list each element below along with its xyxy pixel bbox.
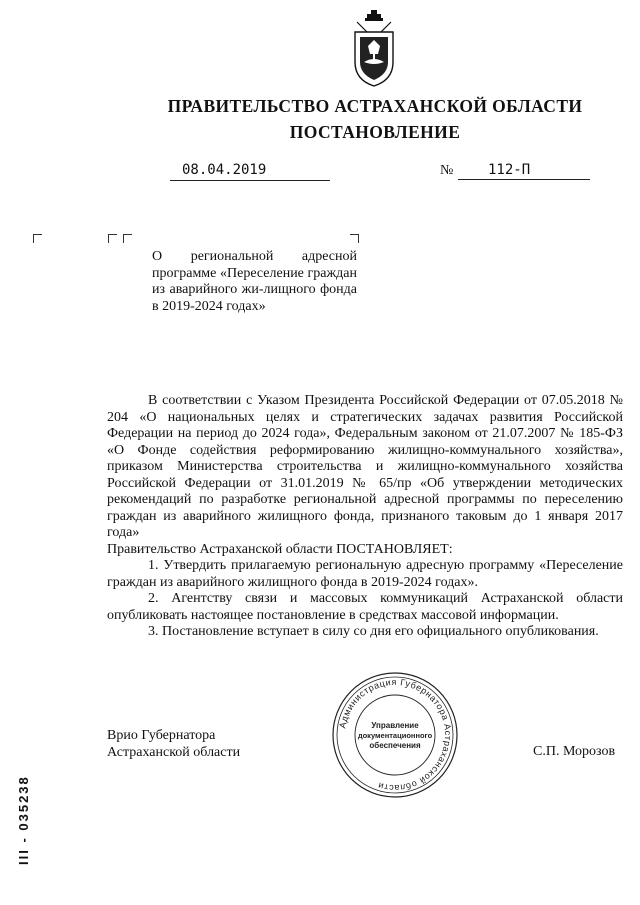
organization-title: ПРАВИТЕЛЬСТВО АСТРАХАНСКОЙ ОБЛАСТИ — [167, 96, 583, 116]
corner-mark — [108, 234, 117, 243]
official-stamp — [330, 670, 460, 800]
coat-of-arms-icon — [352, 10, 396, 88]
svg-text:Администрация Губернатора Астр: Администрация Губернатора Астраханской области — [337, 676, 454, 794]
document-type: ПОСТАНОВЛЕНИЕ — [289, 122, 461, 142]
signatory-position: Врио Губернатора Астраханской области — [107, 728, 241, 760]
number-sign: № — [440, 163, 454, 178]
corner-mark — [350, 234, 359, 243]
preamble-paragraph: В соответствии с Указом Президента Российской Федерации от 07.05.2018 № 204 «О национальных целях и стратегических задачах развития Российской Федерации на период до 2024 года», Федеральным законом от 21.07.2007 № 185-ФЗ «О Фонде содействия реформированию жилищно-коммунального хозяйства», приказом Министерства строительства и жилищно-коммунального хозяйства Российской Федерации от 31.01.2019 № 65/пр «Об утверждении методических рекомендаций по разработке региональной адресной программы по переселению граждан из аварийного жилищного фонда, признаного таковым до 1 января 2017 года» — [107, 393, 623, 540]
corner-mark — [123, 234, 132, 243]
signatory-name: С.П. Морозов — [533, 744, 616, 759]
item-paragraph: 2. Агентству связи и массовых коммуникаций Астраханской области опубликовать настоящее постановление в средствах массовой информации. — [107, 591, 623, 623]
item-paragraph: 1. Утвердить прилагаемую региональную адресную программу «Переселение граждан из аварийного жилищного фонда в 2019-2024 годах». — [107, 558, 623, 590]
document-date: 08.04.2019 — [170, 162, 330, 181]
document-subject: О региональной адресной программе «Переселение граждан из аварийного жи-лищного фонда в 2019-2024 годах» — [152, 249, 357, 314]
document-body — [107, 393, 623, 641]
side-serial-number: III - 035238 — [16, 775, 31, 865]
svg-text:документационного: документационного — [357, 731, 433, 740]
corner-mark — [33, 234, 42, 243]
document-number: 112-П — [458, 162, 590, 180]
resolve-line: Правительство Астраханской области ПОСТАНОВЛЯЕТ: — [107, 541, 453, 557]
svg-text:обеспечения: обеспечения — [369, 741, 421, 750]
svg-text:Управление: Управление — [371, 721, 419, 730]
item-paragraph: 3. Постановление вступает в силу со дня его официального опубликования. — [148, 624, 599, 639]
